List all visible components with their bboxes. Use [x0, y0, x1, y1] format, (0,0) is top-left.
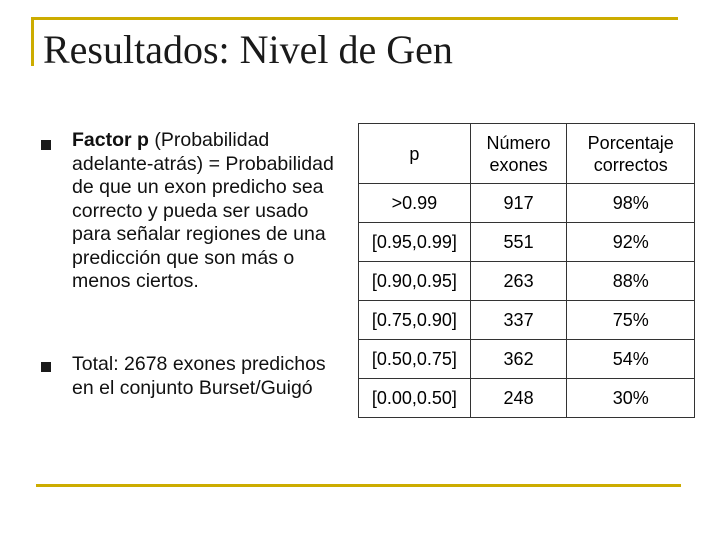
- cell-percent: 98%: [567, 184, 695, 223]
- table-row: [359, 340, 695, 379]
- table-row: [359, 301, 695, 340]
- table-row: [359, 379, 695, 418]
- cell-count: 337: [470, 301, 567, 340]
- slide-title: Resultados: Nivel de Gen: [43, 27, 453, 72]
- title-top-rule: [33, 17, 678, 20]
- cell-range: [0.90,0.95]: [359, 262, 471, 301]
- cell-range: [0.50,0.75]: [359, 340, 471, 379]
- bullet-strong-term: Factor p: [72, 129, 149, 151]
- cell-count: 263: [470, 262, 567, 301]
- cell-count: 551: [470, 223, 567, 262]
- footer-rule: [36, 484, 681, 487]
- results-table: [358, 123, 695, 418]
- cell-count: 362: [470, 340, 567, 379]
- square-bullet-icon: [41, 140, 51, 150]
- cell-percent: 54%: [567, 340, 695, 379]
- table-row: [359, 184, 695, 223]
- table-row: [359, 262, 695, 301]
- bullet-body: (Probabilidad adelante-atrás) = Probabilidad de que un exon predicho sea correcto y pueda ser usado para señalar regiones de una predicción que son más o menos ciertos.: [72, 129, 334, 292]
- cell-percent: 92%: [567, 223, 695, 262]
- cell-range: >0.99: [359, 184, 471, 223]
- header-porcentaje-correctos: Porcentaje correctos: [567, 124, 695, 184]
- table-row: [359, 223, 695, 262]
- cell-count: 917: [470, 184, 567, 223]
- header-numero-exones: Número exones: [470, 124, 567, 184]
- bullet-text-factor-p: [72, 129, 342, 294]
- square-bullet-icon: [41, 362, 51, 372]
- cell-percent: 30%: [567, 379, 695, 418]
- cell-percent: 88%: [567, 262, 695, 301]
- cell-count: 248: [470, 379, 567, 418]
- cell-range: [0.95,0.99]: [359, 223, 471, 262]
- cell-percent: 75%: [567, 301, 695, 340]
- header-p: p: [359, 124, 471, 184]
- table-header-row: [359, 124, 695, 184]
- cell-range: [0.00,0.50]: [359, 379, 471, 418]
- bullet-text-total: Total: 2678 exones predichos en el conjunto Burset/Guigó: [72, 353, 326, 399]
- cell-range: [0.75,0.90]: [359, 301, 471, 340]
- title-left-rule: [31, 17, 34, 66]
